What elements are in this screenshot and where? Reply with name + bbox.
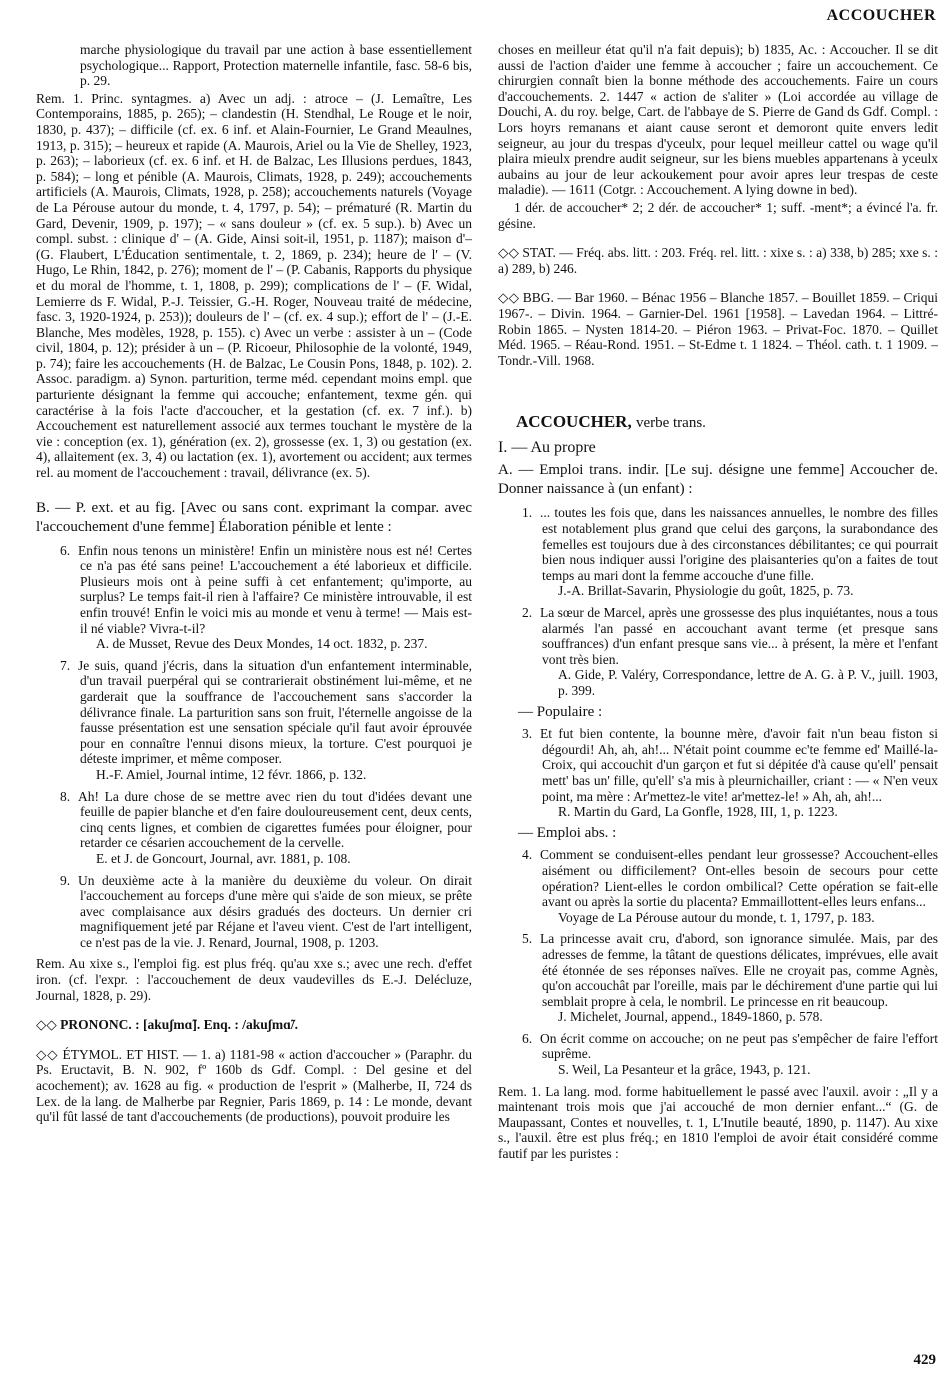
example-6: 6. Enfin nous tenons un ministère! Enfin un ministère nous est né! Certes ce n'a pas été sans peine! L'accouchement a été laborieux et difficile. Plusieurs mois ont à peine suffi à cet enfantement; qu'importe, au surplus? Le temps fait-il rien à l'affaire? Ce ministère introuvable, il est enfin trouvé! Enfin le voici mis au monde et venu à terme! — Mais est-il né viable? Vivra-t-il? A. de Musset, Revue des Deux Mondes, 14 oct. 1832, p. 237. (60, 542, 472, 652)
example-6-right-source: S. Weil, La Pesanteur et la grâce, 1943, p. 121. (558, 1062, 811, 1078)
left-column (36, 42, 472, 1127)
example-5: 5. La princesse avait cru, d'abord, son ignorance simulée. Mais, par des adresses de femme, la tâtant de questions délicates, imprévues, elle avait été étonnée de ses réponses naïves. Elle ne croyait pas, comme Agnès, qu'on accouchât par l'oreille, mais par le déchirement d'une partie qui lui semblait propre à cela, le nombril. Le princesse en rit beaucoup. J. Michelet, Journal, append., 1849-1860, p. 578. (522, 931, 938, 1025)
section-b: B. — P. ext. et au fig. [Avec ou sans cont. exprimant la compar. avec l'accouchement d'une femme] Élaboration pénible et lente : (36, 499, 472, 535)
example-4: 4. Comment se conduisent-elles pendant leur grossesse? Accouchent-elles aisément ou difficilement? Ont-elles besoin de secours pour cette opération? Lient-elles le cordon ombilical? Cette opération se fait-elle avant ou après la sortie du placenta? Emmaillottent-elles leurs enfans... Voyage de La Pérouse autour du monde, t. 1, 1797, p. 183. (522, 847, 938, 925)
page-number: 429 (913, 1352, 936, 1369)
example-2: 2. La sœur de Marcel, après une grossesse des plus inquiétantes, nous a tous alarmés l'an passé en accouchant avant terme (et presque sans souffrances) d'un enfant presque sans vie... à présent, la mère et l'enfant vont très bien. A. Gide, P. Valéry, Correspondance, lettre de A. G. à P. V., juill. 1903, p. 399. (522, 605, 938, 698)
section-a: A. — Emploi trans. indir. [Le suj. désigne une femme] Accoucher de. Donner naissance à (un enfant) : (498, 462, 938, 498)
example-4-source: Voyage de La Pérouse autour du monde, t. 1, 1797, p. 183. (558, 909, 875, 925)
example-9: 9. Un deuxième acte à la manière du deuxième du voleur. On dirait l'accouchement au forceps d'une mère qui s'aide de son mieux, se prête avec complaisance aux désirs gradués des docteurs. Un dernier cri magnifiquement jeté par Réjane et l'aveu vient. C'est de l'art intelligent, ce n'est pas de la vie. J. Renard, Journal, 1908, p. 1203. (60, 872, 472, 950)
example-1-source: J.-A. Brillat-Savarin, Physiologie du goût, 1825, p. 73. (558, 583, 854, 599)
remark-2: Rem. Au xixe s., l'emploi fig. est plus fréq. qu'au xxe s.; avec une rech. d'effet iron. (cf. l'expr. : l'accouchement de deux vaudevilles ds E.-J. Delécluze, Journal, 1828, p. 29). (36, 956, 472, 1003)
statistics: ◇◇ STAT. — Fréq. abs. litt. : 203. Fréq. rel. litt. : xixe s. : a) 338, b) 285; xxe s. : a) 289, b) 246. (498, 245, 938, 276)
subsection-populaire: — Populaire : (518, 703, 603, 720)
headword: ACCOUCHER, verbe trans. (516, 412, 706, 432)
running-head: ACCOUCHER (826, 7, 936, 24)
etymology: ◇◇ ÉTYMOL. ET HIST. — 1. a) 1181-98 « action d'accoucher » (Paraphr. du Ps. Eructavit, B. N. 902, fº 160b ds Gdf. Compl. : Del gesine et del acochement); av. 1628 au fig. « production de l'esprit » (Malherbe, II, 724 ds Lex. de la lang. de Malherbe par Regnier, Paris 1869, p. 14 : Le monde, devant qu'il fût lassé de tant d'accouchements (de productions), pouvoit produire les (36, 1046, 472, 1125)
example-8-source: E. et J. de Goncourt, Journal, avr. 1881, p. 108. (96, 850, 351, 866)
example-5-source: J. Michelet, Journal, append., 1849-1860, p. 578. (558, 1009, 823, 1025)
section-i: I. — Au propre (498, 438, 596, 456)
right-column (498, 42, 938, 1164)
quote-continuation: marche physiologique du travail par une action à base essentiellement psychologique... Rapport, Protection maternelle infantile, fasc. 58-6 bis, p. 29. (80, 42, 472, 89)
remark-right: Rem. 1. La lang. mod. forme habituellement le passé avec l'auxil. avoir : „Il y a maintenant trois mois que j'ai accouché de mon dernier enfant...“ (G. de Maupassant, Contes et nouvelles, t. 1, L'Inutile beauté, 1890, p. 1147). Au xixe s., l'auxil. être est plus fréq.; en 1810 l'emploi de avoir était considéré comme fautif par les puristes : (498, 1083, 938, 1162)
bibliography: ◇◇ BBG. — Bar 1960. – Bénac 1956 – Blanche 1857. – Bouillet 1859. – Criqui 1967-. – Divin. 1964. – Garnier-Del. 1961 [1958]. – Lavedan 1964. – Littré-Robin 1865. – Nysten 1814-20. – Piéron 1963. – Privat-Foc. 1870. – Quillet Méd. 1965. – Réau-Rond. 1951. – St-Edme t. 1 1824. – Théol. cath. t. 1 1909. – Tondr.-Vill. 1968. (498, 290, 938, 368)
example-8: 8. Ah! La dure chose de se mettre avec rien du tout d'idées devant une feuille de papier blanche et d'en faire douloureusement cent, deux cents, cinq cents lignes, et combien de cigarettes fumées pour éloigner, pour retarder ce césarien accouchement de la cervelle. E. et J. de Goncourt, Journal, avr. 1881, p. 108. (60, 788, 472, 866)
example-6-right: 6. On écrit comme on accouche; on ne peut pas s'empêcher de faire l'effort suprême. S. Weil, La Pesanteur et la grâce, 1943, p. 121. (522, 1030, 938, 1078)
etymology-continuation: choses en meilleur état qu'il n'a fait depuis); b) 1835, Ac. : Accoucher. Il se dit aussi de l'action d'aider une femme à accoucher ; faire un accouchement. Ce chirurgien connaît bien la bonne méthode des accouchements. Faire un cours d'accouchements. 2. 1447 « action de s'aliter » (Loi accordée au village de Douchi, A. du roy. belge, Cart. de l'abbaye de S. Pierre de Gand ds Gdf. Compl. : Lors hoyrs remanans et aiant cause seront et demoront quite envers ledit seigneur, au jour du trespas d'yceulx, pour lequel meilleur cattel ou wage qu'il plaira mieulx prendre audit seigneur, sur les biens muebles appartenans à yceulx aubains au jour de leur ackoukement pour avoir apres leur trespas de ceste maladie). — 1611 (Cotgr. : Accouchement. A lying downe in bed). (498, 42, 938, 198)
part-of-speech: verbe trans. (635, 415, 706, 432)
example-2-source: A. Gide, P. Valéry, Correspondance, lettre de A. G. à P. V., juill. 1903, p. 399. (558, 667, 938, 698)
derivation: 1 dér. de accoucher* 2; 2 dér. de accoucher* 1; suff. -ment*; a évincé l'a. fr. gésine. (498, 199, 938, 231)
example-3: 3. Et fut bien contente, la bounne mère, d'avoir fait n'un beau fiston si dégourdi! Ah, ah, ah!... N'était point coumme ec'te femme ed' Maillé-la-Croix, qui accouchit d'un garçon et fut si dépitée d'à cause qu'ell' pensait mett' bas un' fille, qu'ell' s'a mis à pleurnichailler, criant : — « N'en veux point, ma mère : Ar'mettez-le vite! ar'mettez-le! » Ah, ah, ah!... R. Martin du Gard, La Gonfle, 1928, III, 1, p. 1223. (522, 726, 938, 820)
example-1: 1. ... toutes les fois que, dans les naissances annuelles, le nombre des filles est notablement plus grand que celui des garçons, la surabondance des femelles est toujours due à des circonstances débilitantes; ce qui pourrait bien nous indiquer aussi l'origine des plaisanteries qu'on a faites de tout temps au mari dont la femme accouche d'une fille. J.-A. Brillat-Savarin, Physiologie du goût, 1825, p. 73. (522, 505, 938, 599)
example-3-source: R. Martin du Gard, La Gonfle, 1928, III, 1, p. 1223. (558, 804, 838, 820)
remark-1: Rem. 1. Princ. syntagmes. a) Avec un adj. : atroce – (J. Lemaître, Les Contemporains, 1885, p. 265); – clandestin (H. Stendhal, Le Rouge et le noir, 1830, p. 437); – difficile (cf. ex. 6 inf. et Alain-Fournier, Le Grand Meaulnes, 1913, p. 315); – heureux et rapide (A. Maurois, Ariel ou la Vie de Shelley, 1923, p. 263); – laborieux (cf. ex. 6 inf. et H. de Balzac, Les Illusions perdues, 1843, p. 584); – long et pénible (A. Maurois, Climats, 1928, p. 249); accouchements artificiels (A. Maurois, Climats, 1928, p. 258); accouchements naturels (Voyage de La Pérouse autour du monde, t. 4, 1797, p. 54); – prématuré (R. Martin du Gard, Devenir, 1909, p. 197); – « sans douleur » (cf. ex. 5 sup.). b) Avec un compl. subst. : clinique d' – (A. Gide, Ainsi soit-il, 1951, p. 1187); maison d'– (G. Flaubert, L'Éducation sentimentale, t. 2, 1869, p. 234); heure de l' – (V. Hugo, Le Rhin, 1842, p. 276); moment de l' – (P. Cabanis, Rapports du physique et du moral de l'homme, t. 1, 1808, p. 299); complications de l' – (F. Widal, Lemierre ds F. Widal, P.-J. Teissier, G.-H. Roger, Nouveau traité de médecine, fasc. 3, 1920-1924, p. 253)); douleurs de l' – (cf. ex. 4 sup.); effort de l' – (J.-E. Blanche, Mes modèles, 1928, p. 155). c) Avec un verbe : assister à un – (Code civil, 1804, p. 12); présider à un – (P. Ricoeur, Philosophie de la volonté, 1949, p. 74); faire les accouchements (H. de Balzac, Le Cousin Pons, 1848, p. 102). 2. Assoc. paradigm. a) Synon. parturition, terme méd. cependant moins empl. que parturiente désignant la femme qui accouche; enfantement, texme gén. qui caractérise à la fois l'acte d'accoucher, et la gestation (cf. ex. 7 inf.). b) Accouchement est naturellement associé aux termes touchant le mystère de la vie : conception (ex. 1), génération (ex. 2), grossesse (ex. 1, 3) ou gestation (ex. 4), allaitement (ex. 3, 4) ou lactation (ex. 1), avortement ou accident; aux termes rel. au moment de l'accouchement : travail, délivrance (ex. 5). (36, 90, 472, 481)
subsection-emploi-abs: — Emploi abs. : (518, 824, 617, 841)
example-6-source: A. de Musset, Revue des Deux Mondes, 14 oct. 1832, p. 237. (96, 636, 428, 652)
example-7-source: H.-F. Amiel, Journal intime, 12 févr. 1866, p. 132. (96, 766, 367, 782)
example-7: 7. Je suis, quand j'écris, dans la situation d'un enfantement interminable, d'un travail puerpéral qui se contrarierait obstinément lui-même, et ne garderait que la souffrance de l'accouchement sans s'accorder la délivrance finale. La parturition sans son fruit, l'éternelle angoisse de la fausse présentation est une sensation spéciale qu'il faut avoir éprouvée pour en connaître l'ennui disons mieux, la torture. C'est pourquoi je déteste imprimer, et même composer. H.-F. Amiel, Journal intime, 12 févr. 1866, p. 132. (60, 657, 472, 782)
pronunciation: ◇◇ PRONONC. : [akuʃmɑ̃]. Enq. : /akuʃmɑ̃/. (36, 1017, 298, 1033)
